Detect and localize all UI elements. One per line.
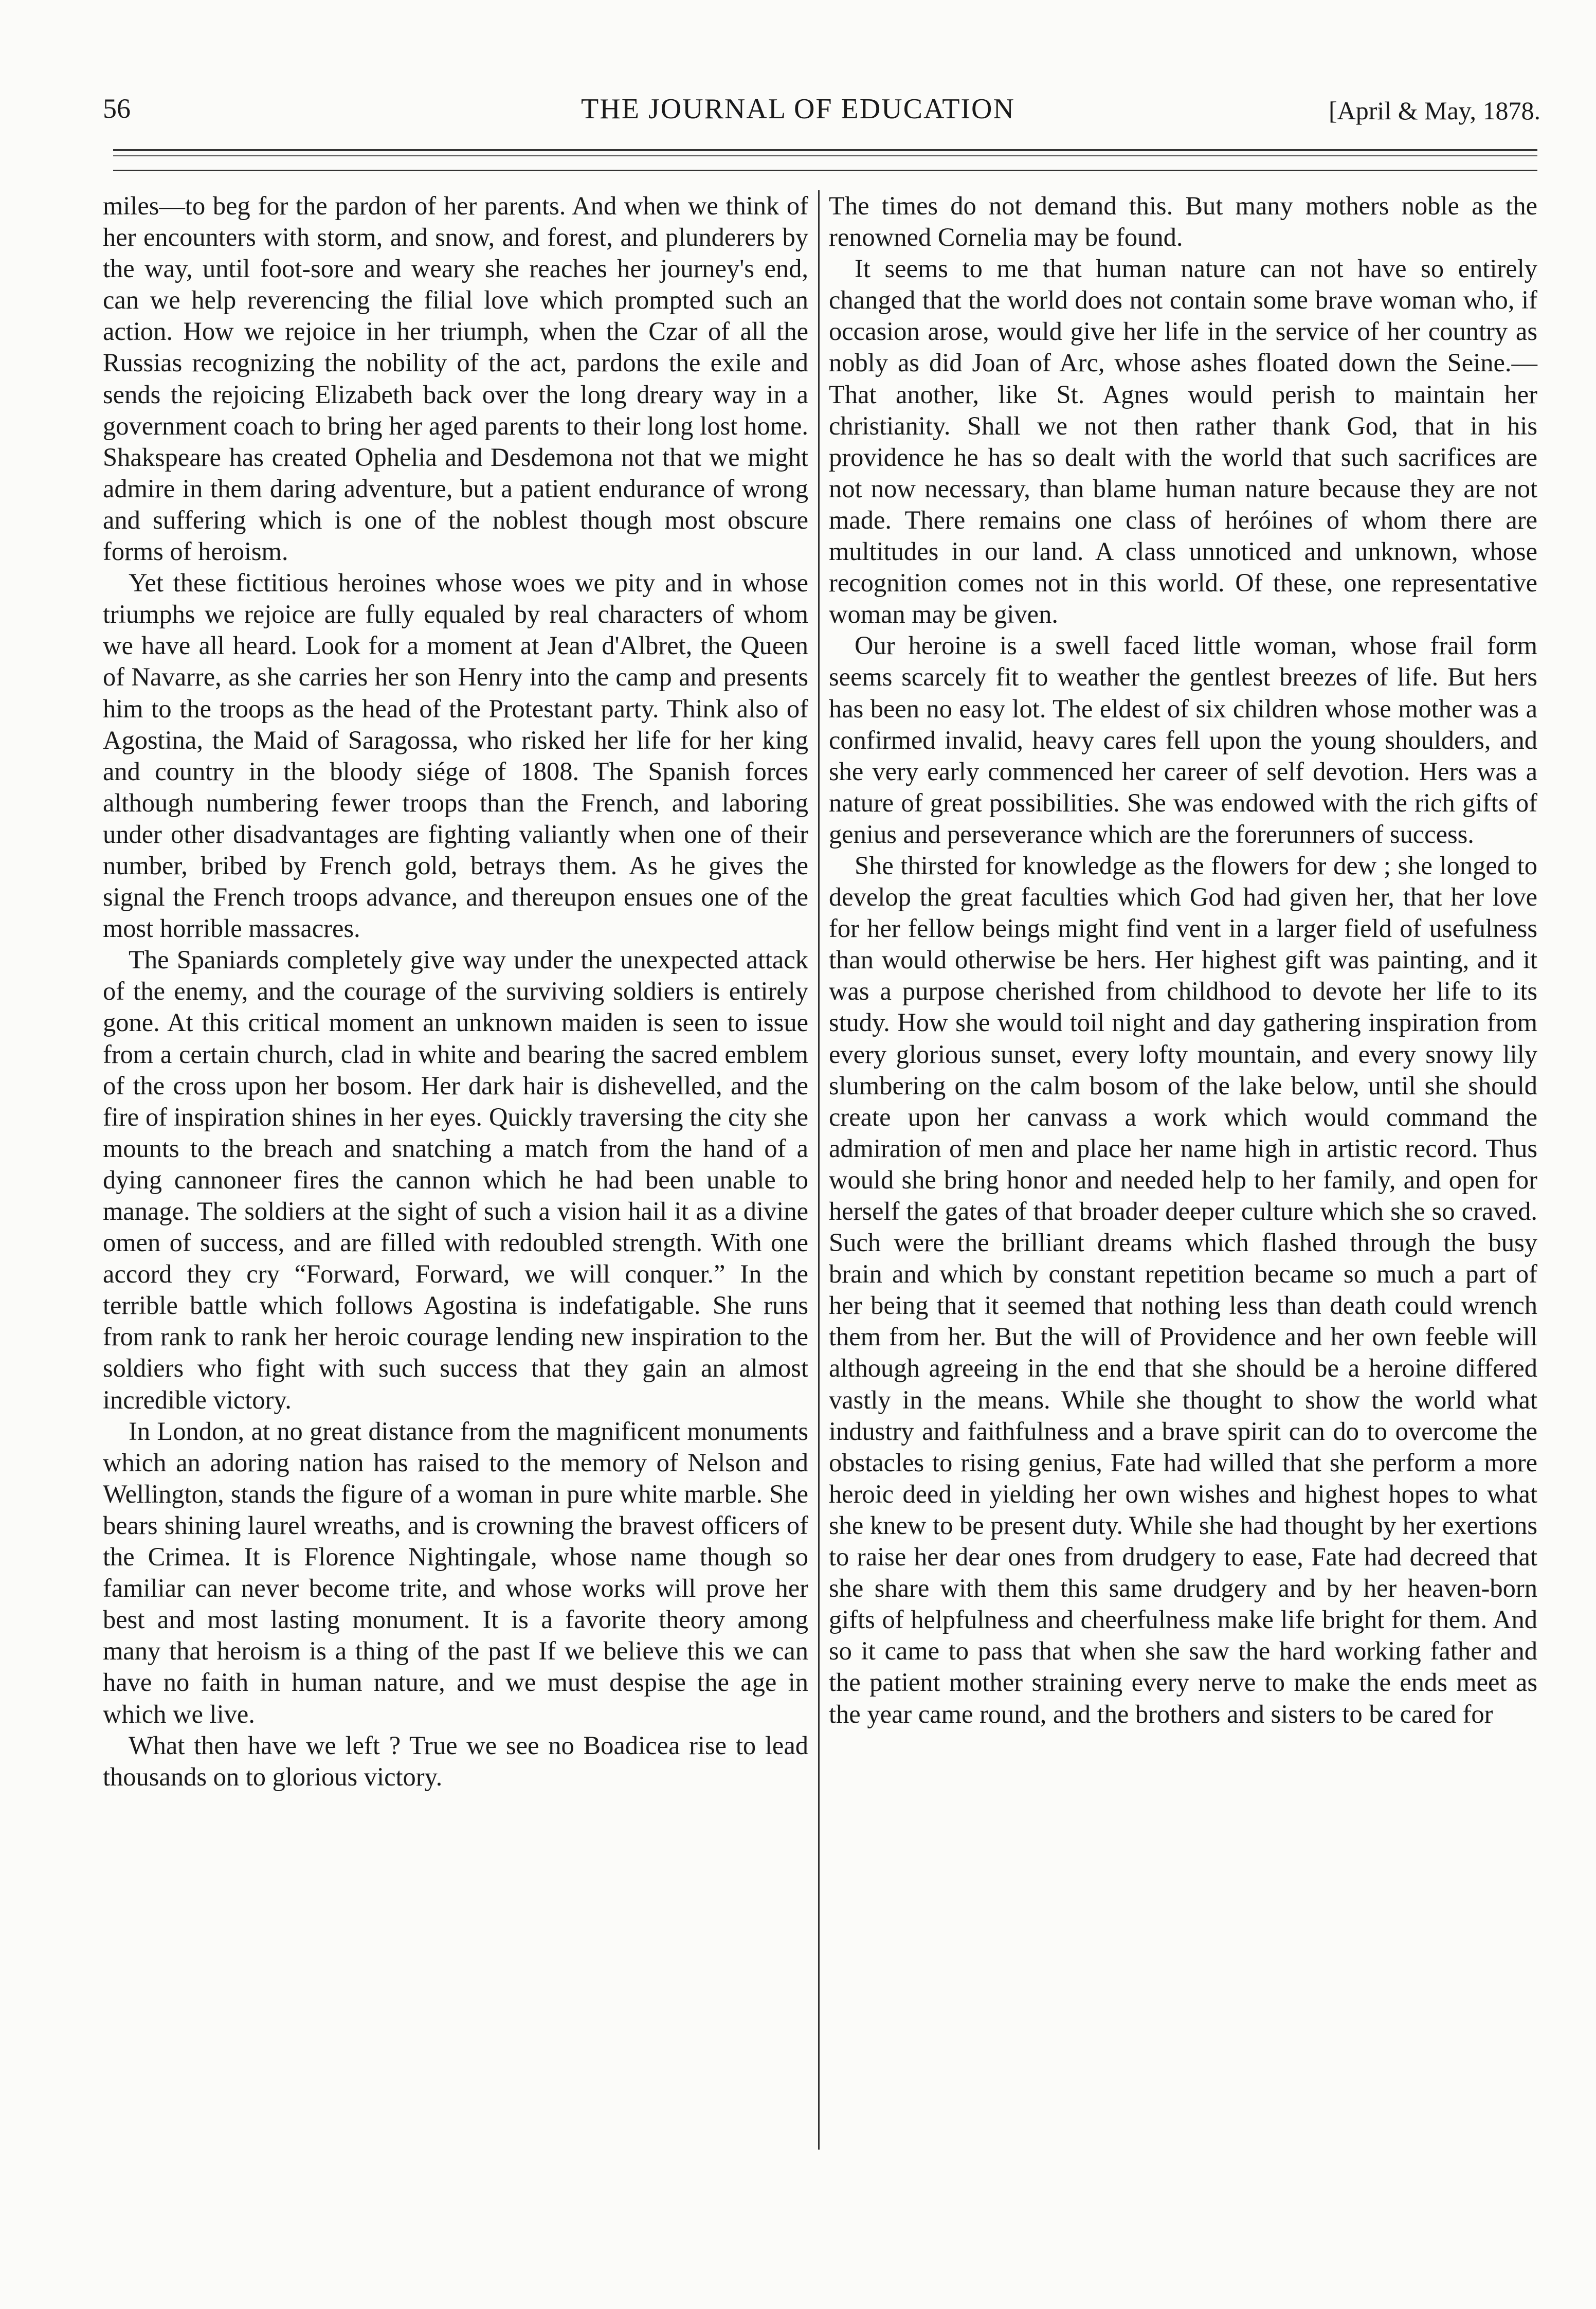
paragraph: The Spaniards completely give way under the unexpected attack of the enemy, and the courage of the surviving soldiers is entirely gone. At this critical moment an unknown maiden is seen to issue from a certain church, clad in white and bearing the sacred emblem of the cross upon her bosom. Her dark hair is dishevelled, and the fire of inspiration shines in her eyes. Quickly traversing the city she mounts to the breach and snatching a match from the hand of a dying cannoneer fires the cannon which he had been unable to manage. The soldiers at the sight of such a vision hail it as a divine omen of success, and are filled with redoubled strength. With one accord they cry “Forward, Forward, we will conquer.” In the terrible battle which follows Agostina is indefatigable. She runs from rank to rank her heroic courage lending new inspiration to the soldiers who fight with such success that they gain an almost incredible victory. <box>103 945 808 1414</box>
page-number: 56 <box>103 93 131 124</box>
page-header <box>0 93 1596 134</box>
left-column <box>103 190 808 1793</box>
paragraph: miles—to beg for the pardon of her parents. And when we think of her encounters with storm, and snow, and forest, and plunderers by the way, until foot-sore and weary she reaches her journey's end, can we help reverencing the filial love which prompted such an action. How we rejoice in her triumph, when the Czar of all the Russias recognizing the nobility of the act, pardons the exile and sends the rejoicing Elizabeth back over the long dreary way in a government coach to bring her aged parents to their long lost home. Shakspeare has created Ophelia and Desdemona not that we might admire in them daring adventure, but a patient endurance of wrong and suffering which is one of the noblest though most obscure forms of heroism. <box>103 191 808 566</box>
paragraph: It seems to me that human nature can not have so entirely changed that the world does not contain some brave woman who, if occasion arose, would give her life in the service of her country as nobly as did Joan of Arc, whose ashes floated down the Seine.—That another, like St. Agnes would perish to maintain her christianity. Shall we not then rather thank God, that in his providence he has so dealt with the world that such sacrifices are not now necessary, than blame human nature because they are not made. There remains one class of heróines of whom there are multitudes in our land. A class unnoticed and unknown, whose recognition comes not in this world. Of these, one representative woman may be given. <box>829 254 1537 629</box>
journal-title: THE JOURNAL OF EDUCATION <box>581 93 1015 125</box>
header-rule-middle <box>113 155 1537 156</box>
paragraph: The times do not demand this. But many mothers noble as the renowned Cornelia may be found. <box>829 191 1537 252</box>
paragraph: She thirsted for knowledge as the flowers for dew ; she longed to develop the great faculties which God had given her, that her love for her fellow beings might find vent in a larger field of usefulness than would otherwise be hers. Her highest gift was painting, and it was a purpose cherished from childhood to devote her life to its study. How she would toil night and day gathering inspiration from every glorious sunset, every lofty mountain, and every snowy lily slumbering on the calm bosom of the lake below, until she should create upon her canvass a work which would command the admiration of men and place her name high in artistic record. Thus would she bring honor and needed help to her family, and open for herself the gates of that broader deeper culture which she so craved. Such were the brilliant dreams which flashed through the busy brain and which by constant repetition became so much a part of her being that it seemed that nothing less than death could wrench them from her. But the will of Providence and her own feeble will although agreeing in the end that she should be a heroine differed vastly in the means. While she thought to show the world what industry and faithfulness and a brave spirit can do to overcome the obstacles to rising genius, Fate had willed that she perform a more heroic deed in yielding her own wishes and highest hopes to what she knew to be present duty. While she had thought by her exertions to raise her dear ones from drudgery to ease, Fate had decreed that she share with them this same drudgery and by her heaven-born gifts of helpfulness and cheerfulness make life bright for them. And so it came to pass that when she saw the hard working father and the patient mother straining every nerve to make the ends meet as the year came round, and the brothers and sisters to be cared for <box>829 851 1537 1728</box>
paragraph: Our heroine is a swell faced little woman, whose frail form seems scarcely fit to weather the gentlest breezes of life. But hers has been no easy lot. The eldest of six children whose mother was a confirmed invalid, heavy cares fell upon the young shoulders, and she very early commenced her career of self devotion. Hers was a nature of great possibilities. She was endowed with the rich gifts of genius and perseverance which are the forerunners of success. <box>829 631 1537 849</box>
header-rule-top <box>113 149 1537 151</box>
issue-date: [April & May, 1878. <box>1329 96 1540 125</box>
column-divider <box>818 190 820 2150</box>
paragraph: What then have we left ? True we see no Boadicea rise to lead thousands on to glorious victory. <box>103 1730 808 1791</box>
header-rule-bottom <box>113 170 1537 171</box>
right-column <box>829 190 1537 1730</box>
paragraph: In London, at no great distance from the magnificent monuments which an adoring nation has raised to the memory of Nelson and Wellington, stands the figure of a woman in pure white marble. She bears shining laurel wreaths, and is crowning the bravest officers of the Crimea. It is Florence Nightingale, whose name though so familiar can never become trite, and whose works will prove her best and most lasting monument. It is a favorite theory among many that heroism is a thing of the past If we believe this we can have no faith in human nature, and we must despise the age in which we live. <box>103 1416 808 1728</box>
paragraph: Yet these fictitious heroines whose woes we pity and in whose triumphs we rejoice are fully equaled by real characters of whom we have all heard. Look for a moment at Jean d'Albret, the Queen of Navarre, as she carries her son Henry into the camp and presents him to the troops as the head of the Protestant party. Think also of Agostina, the Maid of Saragossa, who risked her life for her king and country in the bloody siége of 1808. The Spanish forces although numbering fewer troops than the French, and laboring under other disadvantages are fighting valiantly when one of their number, bribed by French gold, betrays them. As he gives the signal the French troops advance, and thereupon ensues one of the most horrible massacres. <box>103 568 808 943</box>
